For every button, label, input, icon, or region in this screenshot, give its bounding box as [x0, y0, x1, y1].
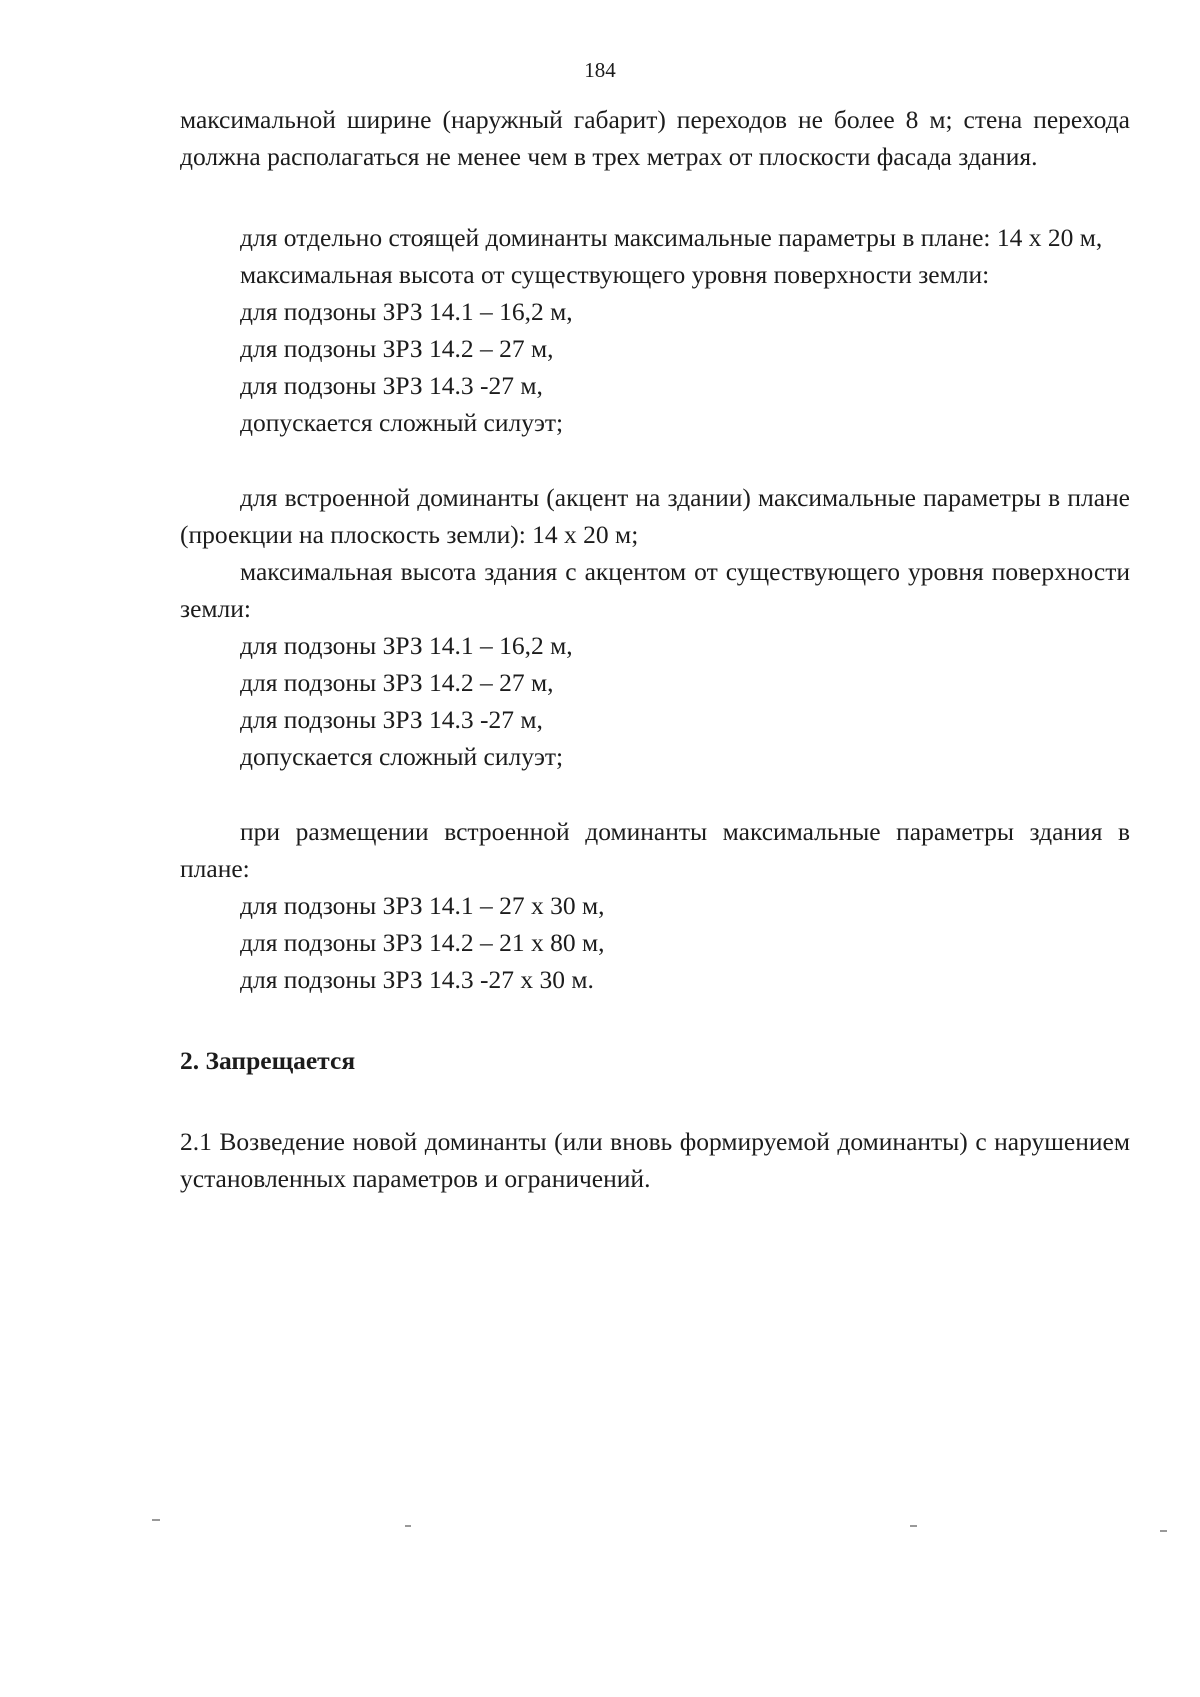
- list-item: для подзоны ЗРЗ 14.2 – 27 м,: [240, 334, 554, 363]
- section-heading: 2. Запрещается: [180, 1046, 356, 1075]
- list-item: для подзоны ЗРЗ 14.2 – 21 х 80 м,: [240, 928, 605, 957]
- scan-speck: [1160, 1530, 1167, 1532]
- page-number: 184: [584, 58, 616, 82]
- paragraph-passage-width: максимальной ширине (наружный габарит) переходов не более 8 м; стена перехода должна располагаться не менее чем в трех метрах от плоскости фасада здания.: [180, 105, 1130, 171]
- document-body: [180, 101, 1130, 1197]
- paragraph-standalone-dominant: для отдельно стоящей доминанты максимальные параметры в плане: 14 х 20 м,: [240, 223, 1103, 252]
- list-item: для подзоны ЗРЗ 14.1 – 27 х 30 м,: [240, 891, 605, 920]
- paragraph-prohibition: 2.1 Возведение новой доминанты (или вновь формируемой доминанты) с нарушением установленных параметров и ограничений.: [180, 1127, 1130, 1193]
- list-item: допускается сложный силуэт;: [240, 408, 564, 437]
- scan-speck: [405, 1525, 411, 1527]
- paragraph-built-in-dominant: для встроенной доминанты (акцент на здании) максимальные параметры в плане (проекции на плоскость земли): 14 х 20 м;: [180, 483, 1130, 549]
- paragraph-built-in-height: максимальная высота здания с акцентом от существующего уровня поверхности земли:: [180, 557, 1130, 623]
- list-item: для подзоны ЗРЗ 14.1 – 16,2 м,: [240, 631, 573, 660]
- list-item: для подзоны ЗРЗ 14.2 – 27 м,: [240, 668, 554, 697]
- list-item: для подзоны ЗРЗ 14.1 – 16,2 м,: [240, 297, 573, 326]
- list-item: для подзоны ЗРЗ 14.3 -27 м,: [240, 371, 543, 400]
- scan-speck: [152, 1519, 160, 1521]
- list-item: допускается сложный силуэт;: [240, 742, 564, 771]
- list-item: для подзоны ЗРЗ 14.3 -27 м,: [240, 705, 543, 734]
- list-item: для подзоны ЗРЗ 14.3 -27 х 30 м.: [240, 965, 594, 994]
- list-item: максимальная высота от существующего уровня поверхности земли:: [240, 260, 990, 289]
- paragraph-placement-params: при размещении встроенной доминанты максимальные параметры здания в плане:: [180, 817, 1130, 883]
- scan-speck: [910, 1525, 917, 1527]
